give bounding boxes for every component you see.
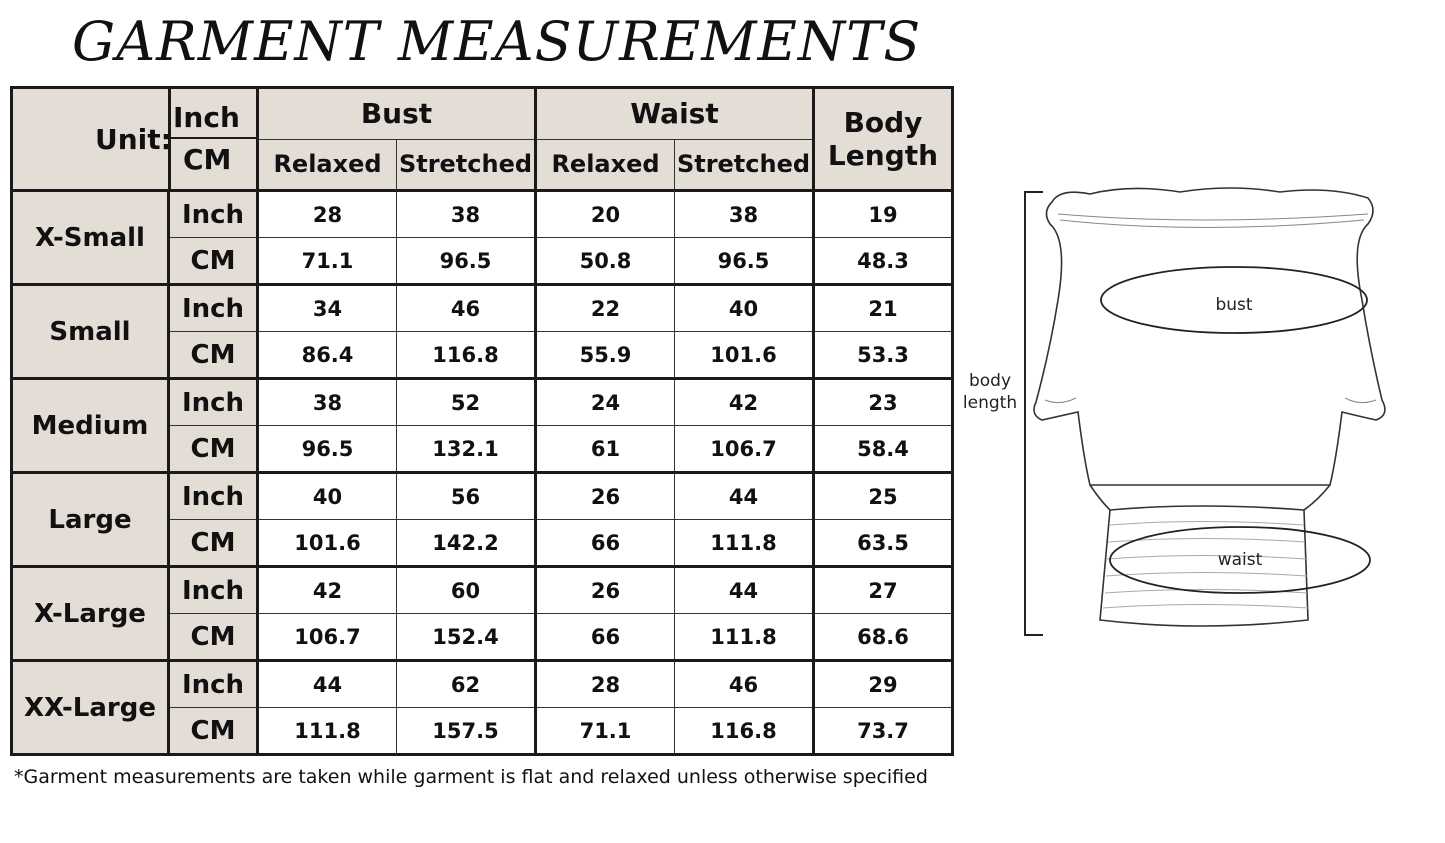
size-label: Large [12,473,169,567]
measurements-table [10,86,954,756]
size-label: Small [12,285,169,379]
value-cell: 21 [814,285,953,332]
value-cell: 66 [536,614,675,661]
value-cell: 19 [814,191,953,238]
value-cell: 56 [397,473,536,520]
unit-header-cell [12,88,258,191]
value-cell: 26 [536,567,675,614]
value-cell: 58.4 [814,426,953,473]
value-cell: 42 [258,567,397,614]
value-cell: 50.8 [536,238,675,285]
unit-label: Unit: [95,123,172,156]
unit-cm-label: CM [169,614,258,661]
waist-stretched-header: Stretched [675,139,814,191]
value-cell: 116.8 [397,332,536,379]
bust-stretched-header: Stretched [397,139,536,191]
unit-inch-label: Inch [169,661,258,708]
value-cell: 111.8 [258,708,397,755]
unit-cm-label: CM [183,143,232,176]
value-cell: 71.1 [258,238,397,285]
value-cell: 48.3 [814,238,953,285]
size-label: X-Small [12,191,169,285]
unit-inch-label: Inch [169,191,258,238]
unit-cm-label: CM [169,426,258,473]
value-cell: 157.5 [397,708,536,755]
unit-inch-label: Inch [169,379,258,426]
value-cell: 61 [536,426,675,473]
size-label: Medium [12,379,169,473]
value-cell: 142.2 [397,520,536,567]
value-cell: 24 [536,379,675,426]
bust-header: Bust [258,88,536,140]
value-cell: 38 [397,191,536,238]
value-cell: 101.6 [258,520,397,567]
unit-inch-label: Inch [169,285,258,332]
unit-cm-label: CM [169,520,258,567]
unit-inch-label: Inch [169,473,258,520]
table-row [12,285,953,332]
size-label: XX-Large [12,661,169,755]
value-cell: 46 [675,661,814,708]
value-cell: 106.7 [675,426,814,473]
value-cell: 26 [536,473,675,520]
body-length-header-line1: Body [843,106,923,139]
value-cell: 40 [675,285,814,332]
value-cell: 96.5 [397,238,536,285]
value-cell: 20 [536,191,675,238]
bust-relaxed-header: Relaxed [258,139,397,191]
value-cell: 44 [675,473,814,520]
value-cell: 28 [536,661,675,708]
table-row [12,379,953,426]
value-cell: 63.5 [814,520,953,567]
waist-relaxed-header: Relaxed [536,139,675,191]
table-row [12,567,953,614]
value-cell: 116.8 [675,708,814,755]
value-cell: 106.7 [258,614,397,661]
unit-divider [168,137,258,139]
value-cell: 25 [814,473,953,520]
body-length-label-line1: body [968,371,1012,391]
value-cell: 62 [397,661,536,708]
value-cell: 111.8 [675,614,814,661]
value-cell: 71.1 [536,708,675,755]
value-cell: 52 [397,379,536,426]
value-cell: 86.4 [258,332,397,379]
value-cell: 152.4 [397,614,536,661]
footnote: *Garment measurements are taken while garment is flat and relaxed unless otherwise specified [14,766,928,788]
unit-cm-label: CM [169,332,258,379]
value-cell: 34 [258,285,397,332]
value-cell: 96.5 [258,426,397,473]
bust-label: bust [1215,295,1253,315]
waist-header: Waist [536,88,814,140]
value-cell: 46 [397,285,536,332]
value-cell: 22 [536,285,675,332]
table-row [12,661,953,708]
value-cell: 60 [397,567,536,614]
unit-cm-label: CM [169,238,258,285]
body-length-header [814,88,953,191]
body-length-label-line2: length [962,393,1018,413]
value-cell: 68.6 [814,614,953,661]
value-cell: 44 [258,661,397,708]
value-cell: 66 [536,520,675,567]
value-cell: 111.8 [675,520,814,567]
unit-cm-label: CM [169,708,258,755]
value-cell: 29 [814,661,953,708]
table-row [12,191,953,238]
garment-outline [1034,188,1385,626]
value-cell: 27 [814,567,953,614]
value-cell: 44 [675,567,814,614]
garment-diagram [950,180,1430,650]
value-cell: 73.7 [814,708,953,755]
value-cell: 40 [258,473,397,520]
unit-inch-label: Inch [173,101,240,134]
table-row [12,473,953,520]
value-cell: 42 [675,379,814,426]
size-label: X-Large [12,567,169,661]
value-cell: 132.1 [397,426,536,473]
value-cell: 38 [258,379,397,426]
value-cell: 28 [258,191,397,238]
value-cell: 53.3 [814,332,953,379]
body-length-header-line2: Length [827,139,939,172]
value-cell: 55.9 [536,332,675,379]
unit-inch-label: Inch [169,567,258,614]
value-cell: 23 [814,379,953,426]
value-cell: 38 [675,191,814,238]
waist-label: waist [1217,550,1263,570]
value-cell: 101.6 [675,332,814,379]
page-title: GARMENT MEASUREMENTS [72,10,922,73]
value-cell: 96.5 [675,238,814,285]
